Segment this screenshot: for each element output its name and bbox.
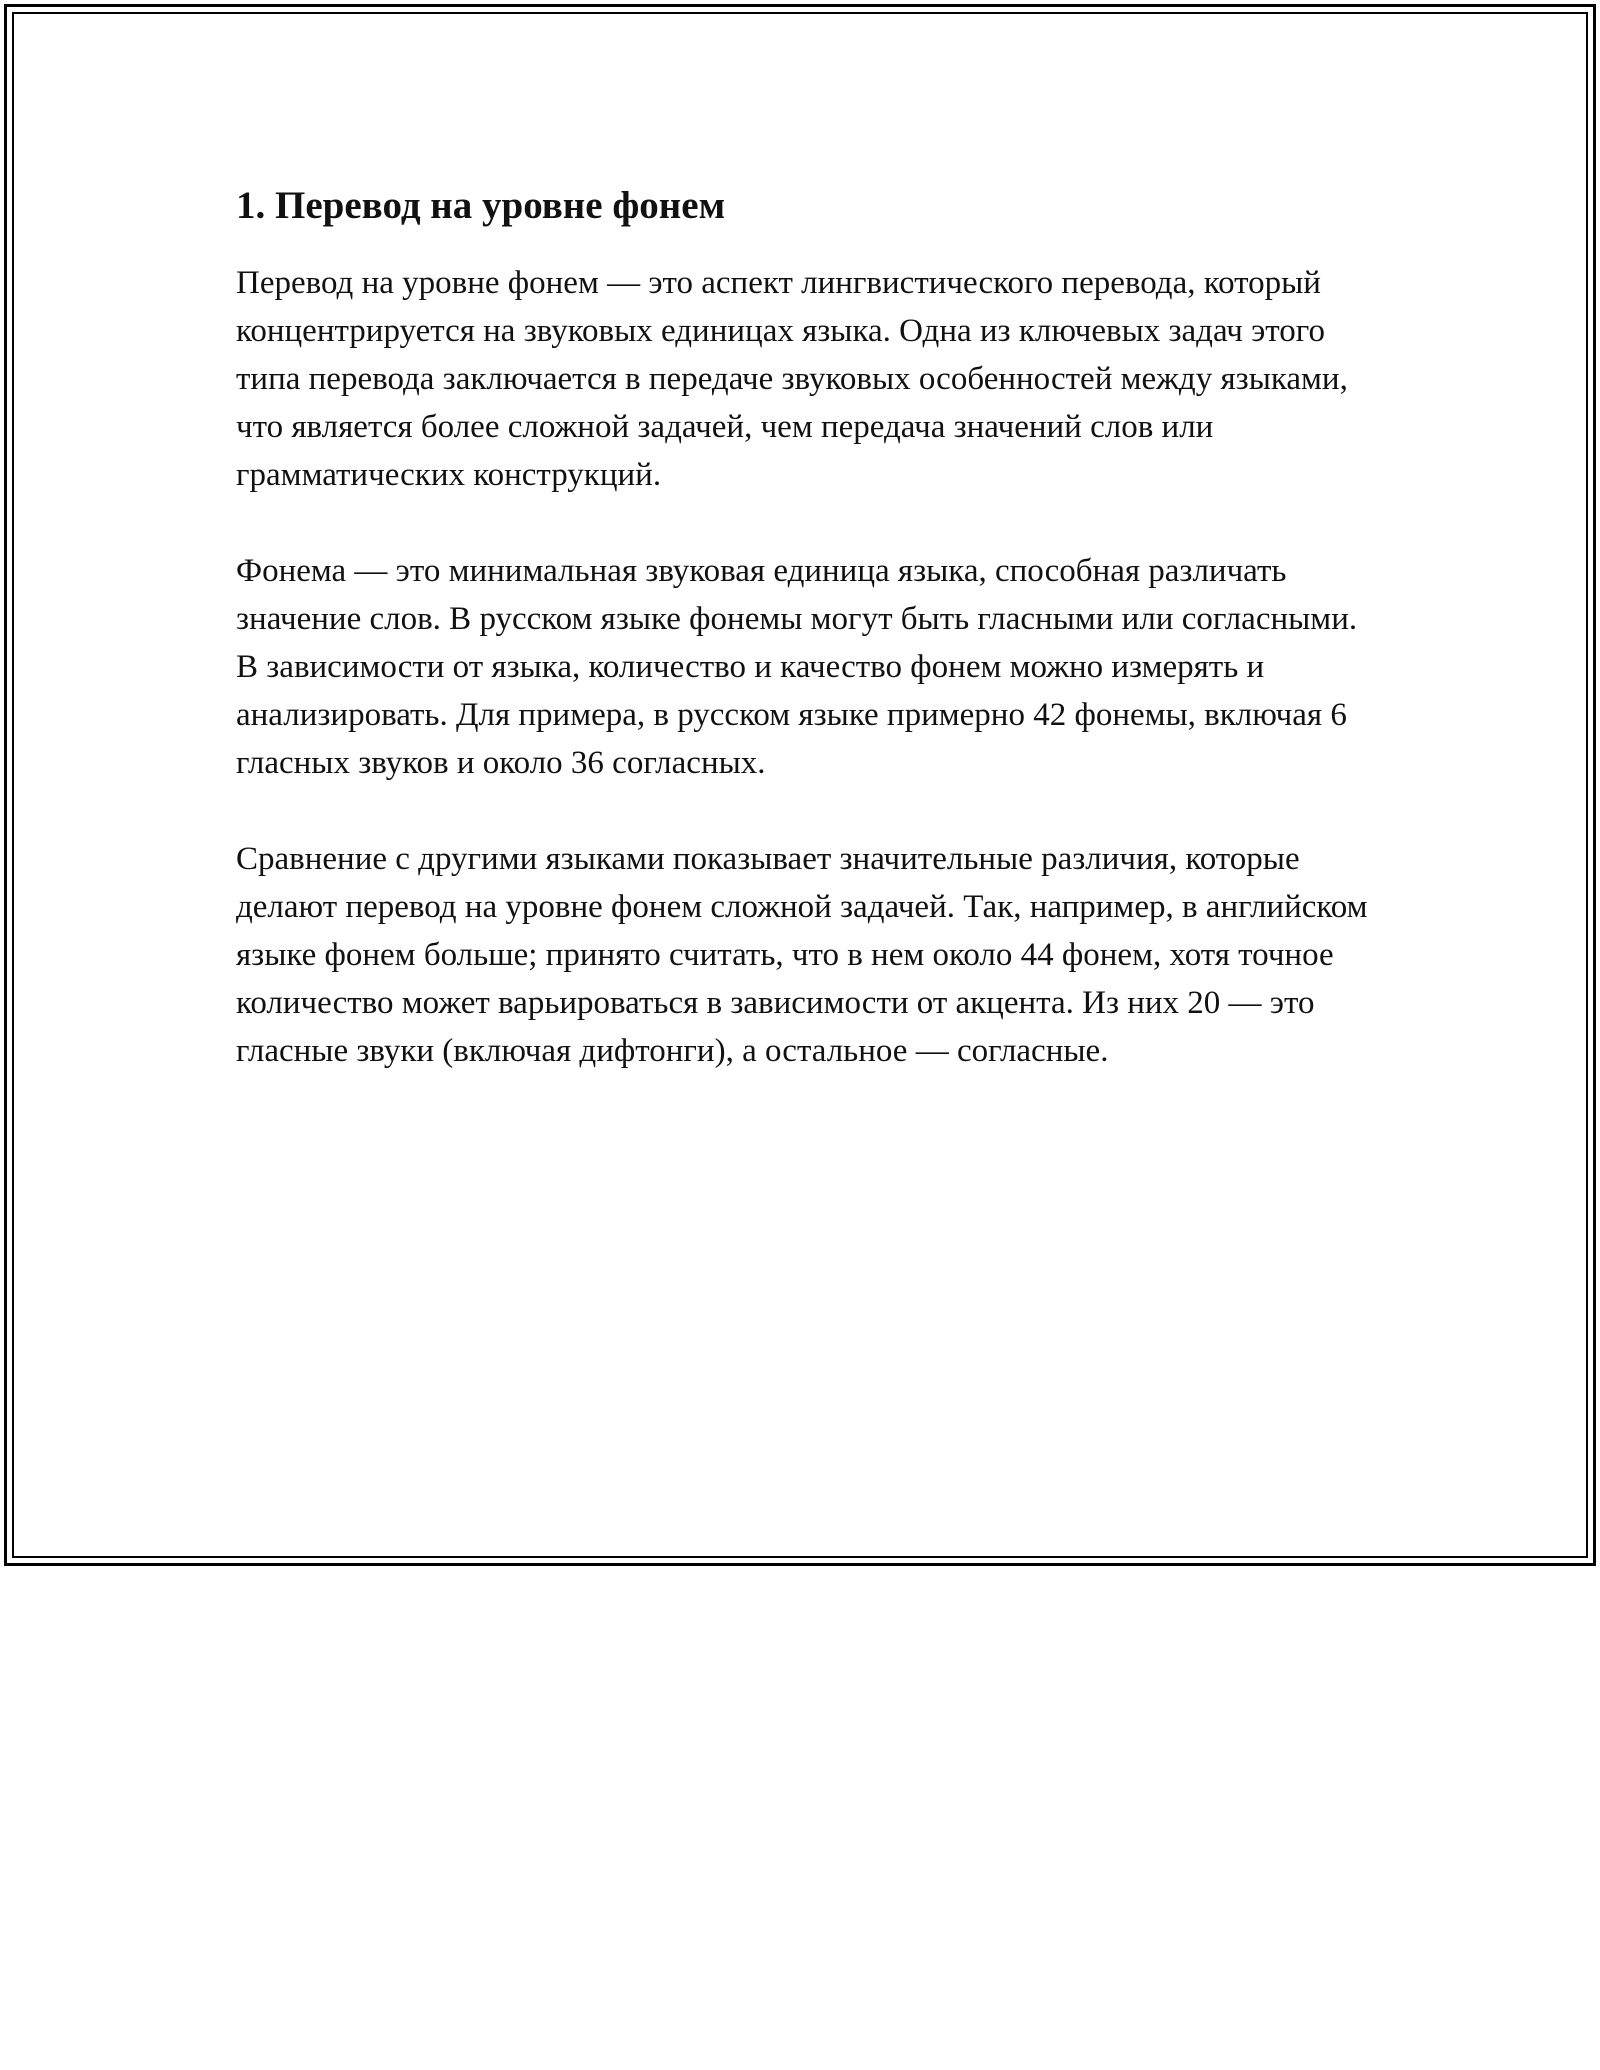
document-body — [236, 180, 1376, 1123]
section-heading: 1. Перевод на уровне фонем — [236, 184, 726, 227]
paragraph-2: Фонема — это минимальная звуковая единица языка, способная различать значение слов. В русском языке фонемы могут быть гласными или согласными. В зависимости от языка, количество и качество фонем можно измерять и анализировать. Для примера, в русском языке примерно 42 фонемы, включая 6 гласных звуков и около 36 согласных. — [236, 552, 1358, 781]
paragraph-3: Сравнение с другими языками показывает значительные различия, которые делают перевод на уровне фонем сложной задачей. Так, например, в английском языке фонем больше; принято считать, что в нем около 44 фонем, хотя точное количество может варьироваться в зависимости от акцента. Из них 20 — это гласные звуки (включая дифтонги), а остальное — согласные. — [236, 840, 1368, 1069]
paragraph-1: Перевод на уровне фонем — это аспект лингвистического перевода, который концентрируется на звуковых единицах языка. Одна из ключевых задач этого типа перевода заключается в передаче звуковых особенностей между языками, что является более сложной задачей, чем передача значений слов или грамматических конструкций. — [236, 264, 1348, 493]
